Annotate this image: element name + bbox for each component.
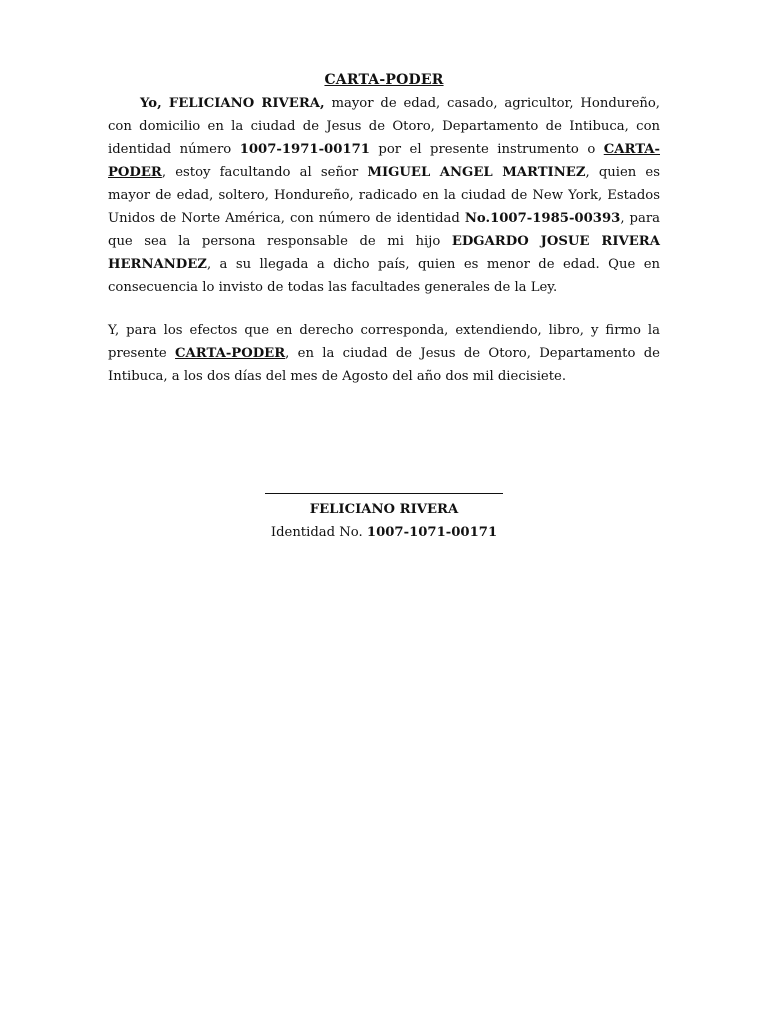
text-segment: , quien es mayor de edad, soltero, Hondureño, radicado en la ciudad de New York, Estados Unidos de Norte América, con número de identidad: [108, 165, 660, 226]
text-segment: , a su llegada a dicho país, quien es menor de edad. Que en consecuencia lo invisto de todas las facultades generales de la Ley.: [108, 257, 660, 295]
carta-poder-term: CARTA-PODER: [108, 142, 660, 180]
text-segment: por el presente instrumento o: [369, 142, 604, 157]
paragraph-closing: [108, 319, 660, 388]
text-segment: mayor de edad, casado, agricultor, Hondureño, con domicilio en la ciudad de Jesus de Otoro, Departamento de Intibuca, con identidad número: [108, 96, 661, 157]
signer-name: FELICIANO RIVERA: [309, 502, 459, 517]
attorney-name: MIGUEL ANGEL MARTINEZ: [367, 165, 586, 180]
grantor-intro: Yo, FELICIANO RIVERA,: [140, 96, 325, 111]
grantor-id-number: 1007-1971-00171: [239, 142, 370, 157]
identity-label: Identidad No.: [270, 525, 367, 540]
attorney-id-number: No.1007-1985-00393: [464, 211, 621, 226]
minor-name: EDGARDO JOSUE RIVERA HERNANDEZ: [108, 234, 660, 272]
identity-number: 1007-1071-00171: [366, 525, 498, 540]
signer-identity: [0, 525, 768, 540]
signature-line: [265, 493, 503, 494]
text-segment: , en la ciudad de Jesus de Otoro, Departamento de Intibuca, a los dos días del mes de Agosto del año dos mil diecisiete.: [108, 346, 660, 384]
text-segment: Y, para los efectos que en derecho corresponda, extendiendo, libro, y firmo la presente: [108, 323, 660, 361]
text-segment: , estoy facultando al señor: [161, 165, 368, 180]
paragraph-declaration: [108, 92, 660, 299]
text-segment: , para que sea la persona responsable de mi hijo: [108, 211, 660, 249]
carta-poder-term: CARTA-PODER: [175, 346, 286, 361]
document-title: CARTA-PODER: [324, 72, 444, 88]
